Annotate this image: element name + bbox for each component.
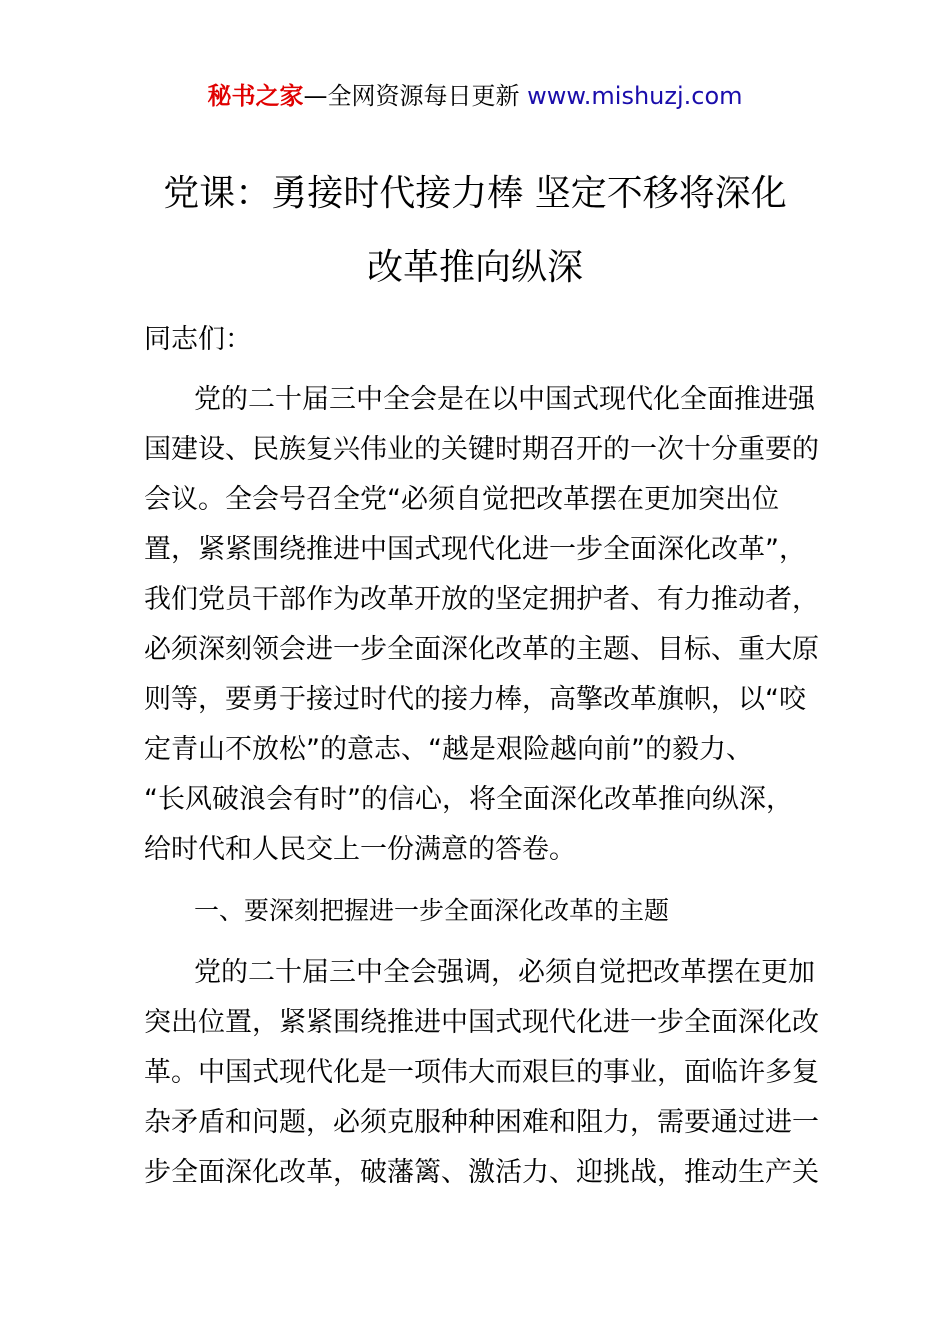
paragraph-line: 则等，要勇于接过时代的接力棒，高擎改革旗帜，以“咬 xyxy=(144,684,806,715)
paragraph-line: 国建设、民族复兴伟业的关键时期召开的一次十分重要的 xyxy=(144,434,819,465)
paragraph-line: 给时代和人民交上一份满意的答卷。 xyxy=(144,834,576,865)
paragraph-line: 革。中国式现代化是一项伟大而艰巨的事业，面临许多复 xyxy=(144,1057,819,1088)
paragraph-line: 步全面深化改革，破藩篱、激活力、迎挑战，推动生产关 xyxy=(144,1157,819,1188)
paragraph-line: 必须深刻领会进一步全面深化改革的主题、目标、重大原 xyxy=(144,634,819,665)
site-header xyxy=(0,80,950,112)
section-heading: 一、要深刻把握进一步全面深化改革的主题 xyxy=(194,896,670,925)
site-tagline: —全网资源每日更新 xyxy=(303,82,520,110)
paragraph-line: 党的二十届三中全会是在以中国式现代化全面推进强 xyxy=(194,384,815,415)
salutation: 同志们： xyxy=(144,324,252,355)
paragraph-line: 党的二十届三中全会强调，必须自觉把改革摆在更加 xyxy=(194,957,815,988)
site-url-link[interactable]: www.mishuzj.com xyxy=(527,82,743,110)
site-brand: 秘书之家 xyxy=(207,82,304,110)
paragraph-line: 置，紧紧围绕推进中国式现代化进一步全面深化改革”， xyxy=(144,534,806,565)
paragraph-line: 杂矛盾和问题，必须克服种种困难和阻力，需要通过进一 xyxy=(144,1107,819,1138)
document-title-line-2: 改革推向纵深 xyxy=(366,247,583,288)
paragraph-line: 突出位置，紧紧围绕推进中国式现代化进一步全面深化改 xyxy=(144,1007,819,1038)
document-title-line-1: 党课：勇接时代接力棒 坚定不移将深化 xyxy=(163,173,787,214)
paragraph-line: 我们党员干部作为改革开放的坚定拥护者、有力推动者， xyxy=(144,584,819,615)
paragraph-line: “长风破浪会有时”的信心，将全面深化改革推向纵深， xyxy=(144,784,793,815)
paragraph-line: 定青山不放松”的意志、“越是艰险越向前”的毅力、 xyxy=(144,734,753,765)
paragraph-line: 会议。全会号召全党“必须自觉把改革摆在更加突出位 xyxy=(144,484,779,515)
